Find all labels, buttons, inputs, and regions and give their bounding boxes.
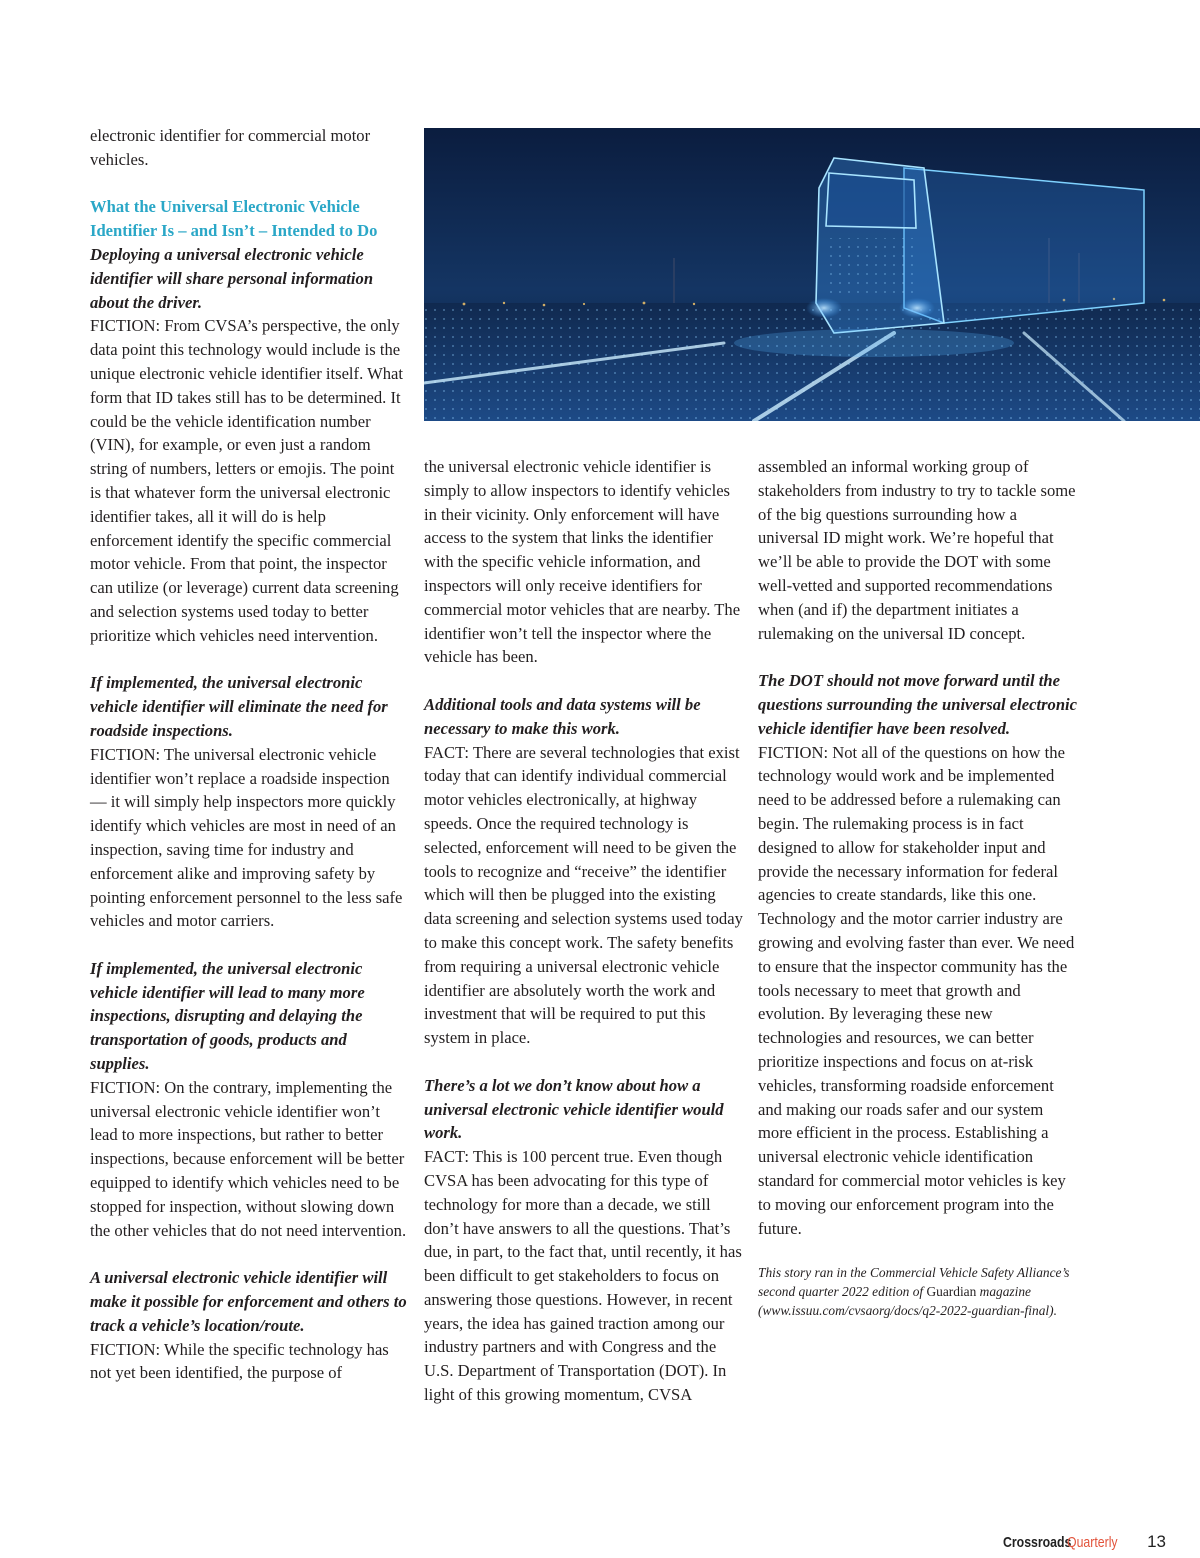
myth-question-6: There’s a lot we don’t know about how a universal electronic vehicle identifier would work. xyxy=(424,1075,724,1143)
column-3 xyxy=(758,455,1078,1344)
myth-question-7: The DOT should not move forward until the questions surrounding the universal electronic vehicle identifier have been resolved. xyxy=(758,671,1078,738)
page-number: 13 xyxy=(1147,1532,1166,1551)
answer-2: FICTION: The universal electronic vehicle identifier won’t replace a roadside inspection — it will simply help inspectors more quickly identify which vehicles are most in need of an inspection, saving time for industry and enforcement alike and improving safety by pointing enforcement personnel to the less safe vehicles and motor carriers. xyxy=(90,744,403,931)
answer-7: FICTION: Not all of the questions on how the technology would work and be implemented need to be addressed before a rulemaking can begin. The rulemaking process is in fact designed to allow for stakeholder input and provide the necessary information for federal agencies to create standards, like this one. Technology and the motor carrier industry are growing and evolving faster than ever. We need to ensure that the inspector community has the tools necessary to meet that growth and evolution. By leveraging these new technologies and resources, we can better prioritize inspections and focus on at-risk vehicles, transforming roadside enforcement and making our roads safer and our system more efficient in the process. Establishing a universal electronic vehicle identification standard for commercial motor vehicles is key to moving our enforcement program into the future. xyxy=(758,742,1075,1238)
page-footer xyxy=(988,1532,1166,1552)
column-2 xyxy=(424,455,744,1407)
intro-text: electronic identifier for commercial motor vehicles. xyxy=(90,126,371,169)
myth-question-5: Additional tools and data systems will be necessary to make this work. xyxy=(424,694,701,738)
answer-5: FACT: There are several technologies that exist today that can identify individual commercial motor vehicles electronically, at highway speeds. Once the required technology is selected, enforcement will need to be given the tools to recognize and “receive” the identifier which will then be plugged into the existing data screening and selection systems used today to make this concept work. The safety benefits from requiring a universal electronic vehicle identifier are absolutely worth the work and investment that will be required to put this system in place. xyxy=(424,742,743,1048)
answer-6-continued: assembled an informal working group of stakeholders from industry to try to tackle some of the big questions surrounding how a universal ID might work. We’re hopeful that we’ll be able to provide the DOT with some well-vetted and supported recommendations when (and if) the department initiates a rulemaking on the universal ID concept. xyxy=(758,457,1076,643)
myth-question-2: If implemented, the universal electronic vehicle identifier will eliminate the need for roadside inspections. xyxy=(90,673,388,740)
answer-6: FACT: This is 100 percent true. Even though CVSA has been advocating for this type of technology for more than a decade, we still don’t have answers to all the questions. That’s due, in part, to the fact that, until recently, it has been difficult to get stakeholders to focus on answering those questions. However, in recent years, the idea has gained traction among our industry partners and with Congress and the U.S. Department of Transportation (DOT). In light of this growing momentum, CVSA xyxy=(424,1147,742,1405)
publication-name-suffix: Quarterly xyxy=(1067,1534,1118,1551)
story-credit: This story ran in the Commercial Vehicle Safety Alliance’s second quarter 2022 edition of Guardian magazine (www.issuu.com/cvsaorg/docs/q2-2022-guardian-final). xyxy=(758,1265,1070,1318)
myth-question-1: Deploying a universal electronic vehicle identifier will share personal information about the driver. xyxy=(90,244,374,312)
answer-4-continued: the universal electronic vehicle identifier is simply to allow inspectors to identify vehicles in their vicinity. Only enforcement will have access to the system that links the identifier with the specific vehicle information, and inspectors will only receive identifiers for commercial motor vehicles that are nearby. The identifier won’t tell the inspector where the vehicle has been. xyxy=(424,457,741,667)
myth-question-3: If implemented, the universal electronic vehicle identifier will lead to many more inspections, disrupting and delaying the transportation of goods, products and supplies. xyxy=(90,958,365,1074)
answer-1: FICTION: From CVSA’s perspective, the only data point this technology would include is the unique electronic vehicle identifier itself. What form that ID takes still has to be determined. It could be the vehicle identification number (VIN), for example, or even just a random string of numbers, letters or emojis. The point is that whatever form the universal electronic identifier takes, all it will do is help enforcement identify the specific commercial motor vehicle. From that point, the inspector can utilize (or leverage) current data screening and selection systems used today to better prioritize which vehicles need intervention. xyxy=(90,316,404,645)
publication-name: Crossroads xyxy=(1003,1534,1072,1551)
guardian-magazine-title: Guardian xyxy=(926,1283,977,1299)
myth-question-4: A universal electronic vehicle identifier will make it possible for enforcement and others to track a vehicle’s location/route. xyxy=(90,1268,407,1335)
digital-truck-image xyxy=(424,128,1200,421)
answer-3: FICTION: On the contrary, implementing the universal electronic vehicle identifier won’t lead to more inspections, but rather to better inspections, because enforcement will be better equipped to identify which vehicles need to be stopped for inspection, without slowing down the other vehicles that do not need intervention. xyxy=(90,1077,407,1240)
section-heading: What the Universal Electronic Vehicle Identifier Is – and Isn’t – Intended to Do xyxy=(90,197,378,241)
answer-4: FICTION: While the specific technology has not yet been identified, the purpose of xyxy=(90,1339,389,1383)
column-1 xyxy=(90,124,408,1385)
